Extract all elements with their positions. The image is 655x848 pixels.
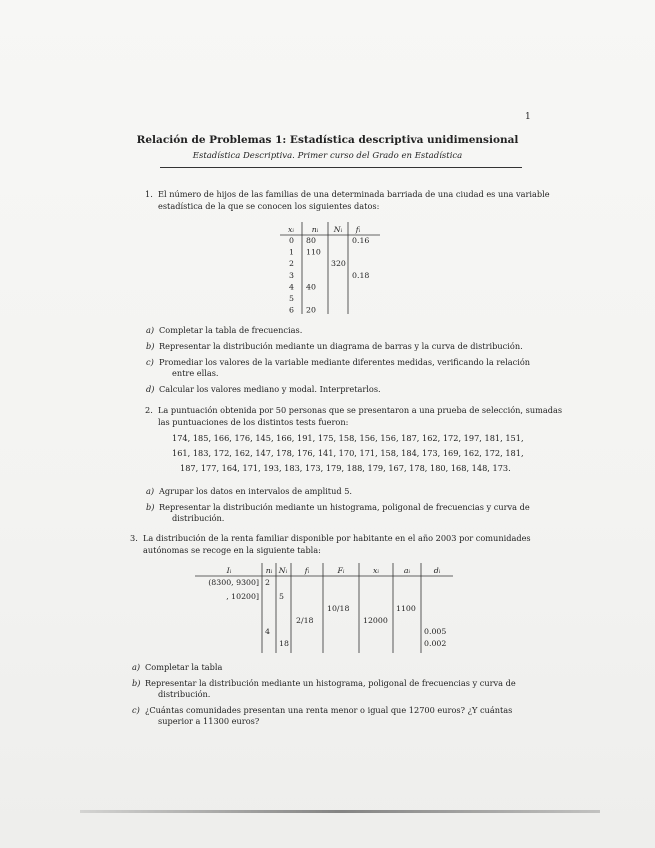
table-3-header: Fᵢ xyxy=(337,566,345,575)
table-1-cell: 0.18 xyxy=(352,270,370,280)
item-label: a) xyxy=(146,325,155,335)
item-text: superior a 11300 euros? xyxy=(158,716,260,726)
score-line-3: 187, 177, 164, 171, 193, 183, 173, 179, 188, 179, 167, 178, 180, 168, 148, 173. xyxy=(180,463,511,473)
problem-3-number: 3. xyxy=(130,533,138,543)
problem-1-statement-line-2: estadística de la que se conocen los siguientes datos: xyxy=(158,201,380,211)
table-1-cell: 40 xyxy=(306,282,316,292)
table-3-cell: 1100 xyxy=(396,604,416,613)
problem-1-table xyxy=(280,222,390,322)
header-rule xyxy=(160,167,522,168)
table-1-cell: 20 xyxy=(306,305,316,315)
problem-1-statement-line-1: El número de hijos de las familias de una determinada barriada de una ciudad es una variable xyxy=(158,189,550,199)
table-3-cell: 4 xyxy=(265,627,270,636)
table-3-cell: (8300, 9300] xyxy=(208,578,259,587)
table-3-header: fᵢ xyxy=(304,566,310,575)
item-text: ¿Cuántas comunidades presentan una renta menor o igual que 12700 euros? ¿Y cuántas xyxy=(145,705,513,715)
table-1-cell: 1 xyxy=(289,247,294,257)
page-number: 1 xyxy=(525,112,531,122)
item-text: Completar la tabla de frecuencias. xyxy=(159,325,303,335)
table-3-header: Iᵢ xyxy=(226,566,232,575)
item-text: Representar la distribución mediante un diagrama de barras y la curva de distribución. xyxy=(159,341,523,351)
item-text: distribución. xyxy=(172,513,225,523)
table-1-cell: 110 xyxy=(306,247,321,257)
table-3-header: Nᵢ xyxy=(278,566,288,575)
problem-3-table xyxy=(195,563,455,655)
score-line-1: 174, 185, 166, 176, 145, 166, 191, 175, 158, 156, 156, 187, 162, 172, 197, 181, 151, xyxy=(172,433,524,443)
table-1-header: Nᵢ xyxy=(333,225,343,234)
table-3-header: aᵢ xyxy=(403,566,411,575)
item-label: d) xyxy=(146,384,155,394)
item-label: b) xyxy=(146,502,155,512)
item-text: distribución. xyxy=(158,689,211,699)
item-label: b) xyxy=(146,341,155,351)
document-subtitle: Estadística Descriptiva. Primer curso del Grado en Estadística xyxy=(192,151,463,161)
problem-3-statement-line-2: autónomas se recoge en la siguiente tabla: xyxy=(143,545,321,555)
problem-1-number: 1. xyxy=(145,189,153,199)
table-1-header: nᵢ xyxy=(311,225,319,234)
scan-bottom-edge xyxy=(80,810,600,813)
item-text: Representar la distribución mediante un histograma, poligonal de frecuencias y curva de xyxy=(159,502,530,512)
table-3-header: dᵢ xyxy=(433,566,441,575)
problem-2-number: 2. xyxy=(145,405,153,415)
table-3-header: xᵢ xyxy=(373,566,379,575)
table-1-header: fᵢ xyxy=(355,225,361,234)
item-text: Agrupar los datos en intervalos de amplitud 5. xyxy=(159,486,353,496)
table-3-cell: 0.002 xyxy=(424,639,447,648)
item-label: a) xyxy=(146,486,155,496)
document-title: Relación de Problemas 1: Estadística descriptiva unidimensional xyxy=(136,134,519,146)
table-1-cell: 0 xyxy=(289,236,294,245)
item-text: Representar la distribución mediante un histograma, poligonal de frecuencias y curva de xyxy=(145,678,516,688)
item-text: Promediar los valores de la variable mediante diferentes medidas, verificando la relación xyxy=(159,357,531,367)
problem-2-items xyxy=(146,486,536,526)
problem-3-items xyxy=(132,662,532,742)
table-1-cell: 6 xyxy=(289,305,294,315)
table-1-cell: 0.16 xyxy=(352,236,370,245)
table-3-cell: 2 xyxy=(265,578,270,587)
table-1-cell: 5 xyxy=(289,294,294,303)
table-3-cell: 0.005 xyxy=(424,627,447,636)
table-3-cell: 2/18 xyxy=(296,616,314,625)
table-1-header: xᵢ xyxy=(288,225,294,234)
table-1-cell: 3 xyxy=(289,270,294,280)
table-1-cell: 320 xyxy=(331,259,346,269)
problem-2-statement-line-2: las puntuaciones de los distintos tests fueron: xyxy=(158,417,349,427)
item-text: Completar la tabla xyxy=(145,662,223,672)
problem-2-statement-line-1: La puntuación obtenida por 50 personas que se presentaron a una prueba de selección, sumadas xyxy=(158,405,563,415)
problem-1-items xyxy=(146,325,536,405)
item-label: c) xyxy=(146,357,154,367)
score-line-2: 161, 183, 172, 162, 147, 178, 176, 141, 170, 171, 158, 184, 173, 169, 162, 172, 181, xyxy=(172,448,524,458)
table-3-cell: 10/18 xyxy=(327,604,350,613)
table-1-cell: 80 xyxy=(306,236,316,245)
item-text: Calcular los valores mediano y modal. Interpretarlos. xyxy=(159,384,381,394)
item-label: c) xyxy=(132,705,140,715)
problem-3-statement-line-1: La distribución de la renta familiar disponible por habitante en el año 2003 por comunidades xyxy=(143,533,531,543)
item-label: a) xyxy=(132,662,141,672)
table-3-cell: 5 xyxy=(279,592,284,601)
item-label: b) xyxy=(132,678,141,688)
table-1-cell: 4 xyxy=(289,282,294,292)
table-3-cell: 18 xyxy=(279,639,289,648)
item-text: entre ellas. xyxy=(172,368,219,378)
table-3-cell: , 10200] xyxy=(226,592,259,601)
table-1-cell: 2 xyxy=(289,259,294,269)
table-3-header: nᵢ xyxy=(265,566,273,575)
table-3-cell: 12000 xyxy=(363,616,388,625)
